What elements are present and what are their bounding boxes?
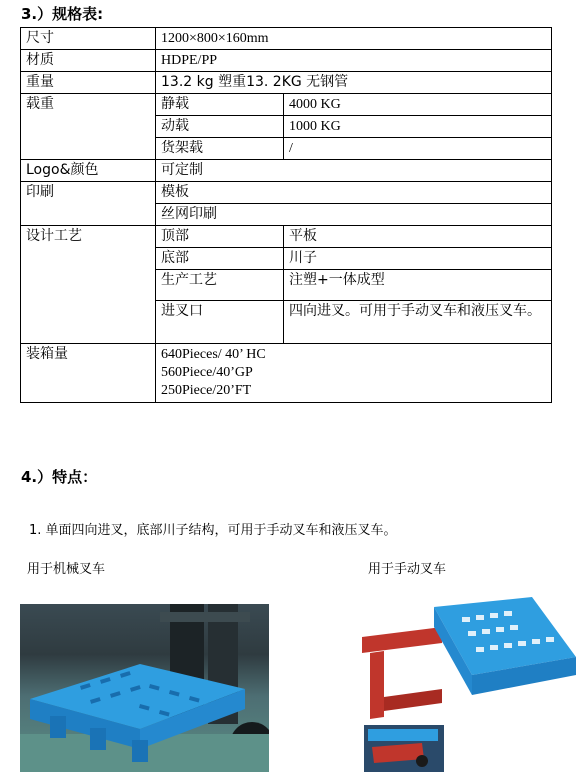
top-label: 顶部 bbox=[156, 226, 284, 248]
table-row bbox=[21, 160, 552, 182]
table-row bbox=[21, 226, 552, 248]
fork-entry-label: 进叉口 bbox=[156, 301, 284, 344]
feature-point-1: 1. 单面四向进叉，底部川子结构，可用于手动叉车和液压叉车。 bbox=[29, 523, 397, 538]
static-load-label: 静载 bbox=[156, 94, 284, 116]
table-row bbox=[21, 72, 552, 94]
process-label: 生产工艺 bbox=[156, 270, 284, 301]
photo-pallet-on-forklift bbox=[20, 604, 269, 772]
dynamic-load-label: 动载 bbox=[156, 116, 284, 138]
packing-label: 装箱量 bbox=[21, 344, 156, 403]
material-value: HDPE/PP bbox=[156, 50, 552, 72]
rack-load-value: / bbox=[284, 138, 552, 160]
forklift-pallet-illustration bbox=[20, 604, 269, 772]
load-label: 载重 bbox=[21, 94, 156, 160]
print-value-template: 模板 bbox=[156, 182, 552, 204]
packing-value bbox=[156, 344, 552, 403]
caption-mechanical-forklift: 用于机械叉车 bbox=[27, 562, 106, 577]
bottom-label: 底部 bbox=[156, 248, 284, 270]
size-value: 1200×800×160mm bbox=[156, 28, 552, 50]
weight-value: 13.2 kg 塑重13. 2KG 无钢管 bbox=[156, 72, 552, 94]
photo-pallet-on-hand-truck bbox=[362, 597, 580, 774]
process-value: 注塑+一体成型 bbox=[284, 270, 552, 301]
design-label: 设计工艺 bbox=[21, 226, 156, 344]
section-3-heading: 3.）规格表: bbox=[21, 5, 104, 23]
table-row bbox=[21, 344, 552, 403]
rack-load-label: 货架载 bbox=[156, 138, 284, 160]
weight-label: 重量 bbox=[21, 72, 156, 94]
size-label: 尺寸 bbox=[21, 28, 156, 50]
print-label: 印刷 bbox=[21, 182, 156, 226]
table-row bbox=[21, 28, 552, 50]
packing-line-hc: 640Pieces/ 40’ HC bbox=[161, 347, 266, 362]
fork-entry-value: 四向进叉。可用于手动叉车和液压叉车。 bbox=[284, 301, 552, 344]
section-4-heading: 4.）特点： bbox=[21, 468, 98, 486]
logo-color-value: 可定制 bbox=[156, 160, 552, 182]
material-label: 材质 bbox=[21, 50, 156, 72]
bottom-value: 川子 bbox=[284, 248, 552, 270]
print-value-silkscreen: 丝网印刷 bbox=[156, 204, 552, 226]
table-row bbox=[21, 50, 552, 72]
hand-truck-pallet-illustration bbox=[362, 597, 580, 774]
caption-manual-forklift: 用于手动叉车 bbox=[368, 562, 447, 577]
packing-line-ft: 250Piece/20’FT bbox=[161, 383, 252, 398]
top-value: 平板 bbox=[284, 226, 552, 248]
dynamic-load-value: 1000 KG bbox=[284, 116, 552, 138]
static-load-value: 4000 KG bbox=[284, 94, 552, 116]
packing-line-gp: 560Piece/40’GP bbox=[161, 365, 253, 380]
table-row bbox=[21, 182, 552, 204]
table-row bbox=[21, 94, 552, 116]
logo-color-label: Logo&颜色 bbox=[21, 160, 156, 182]
spec-table bbox=[20, 27, 552, 403]
